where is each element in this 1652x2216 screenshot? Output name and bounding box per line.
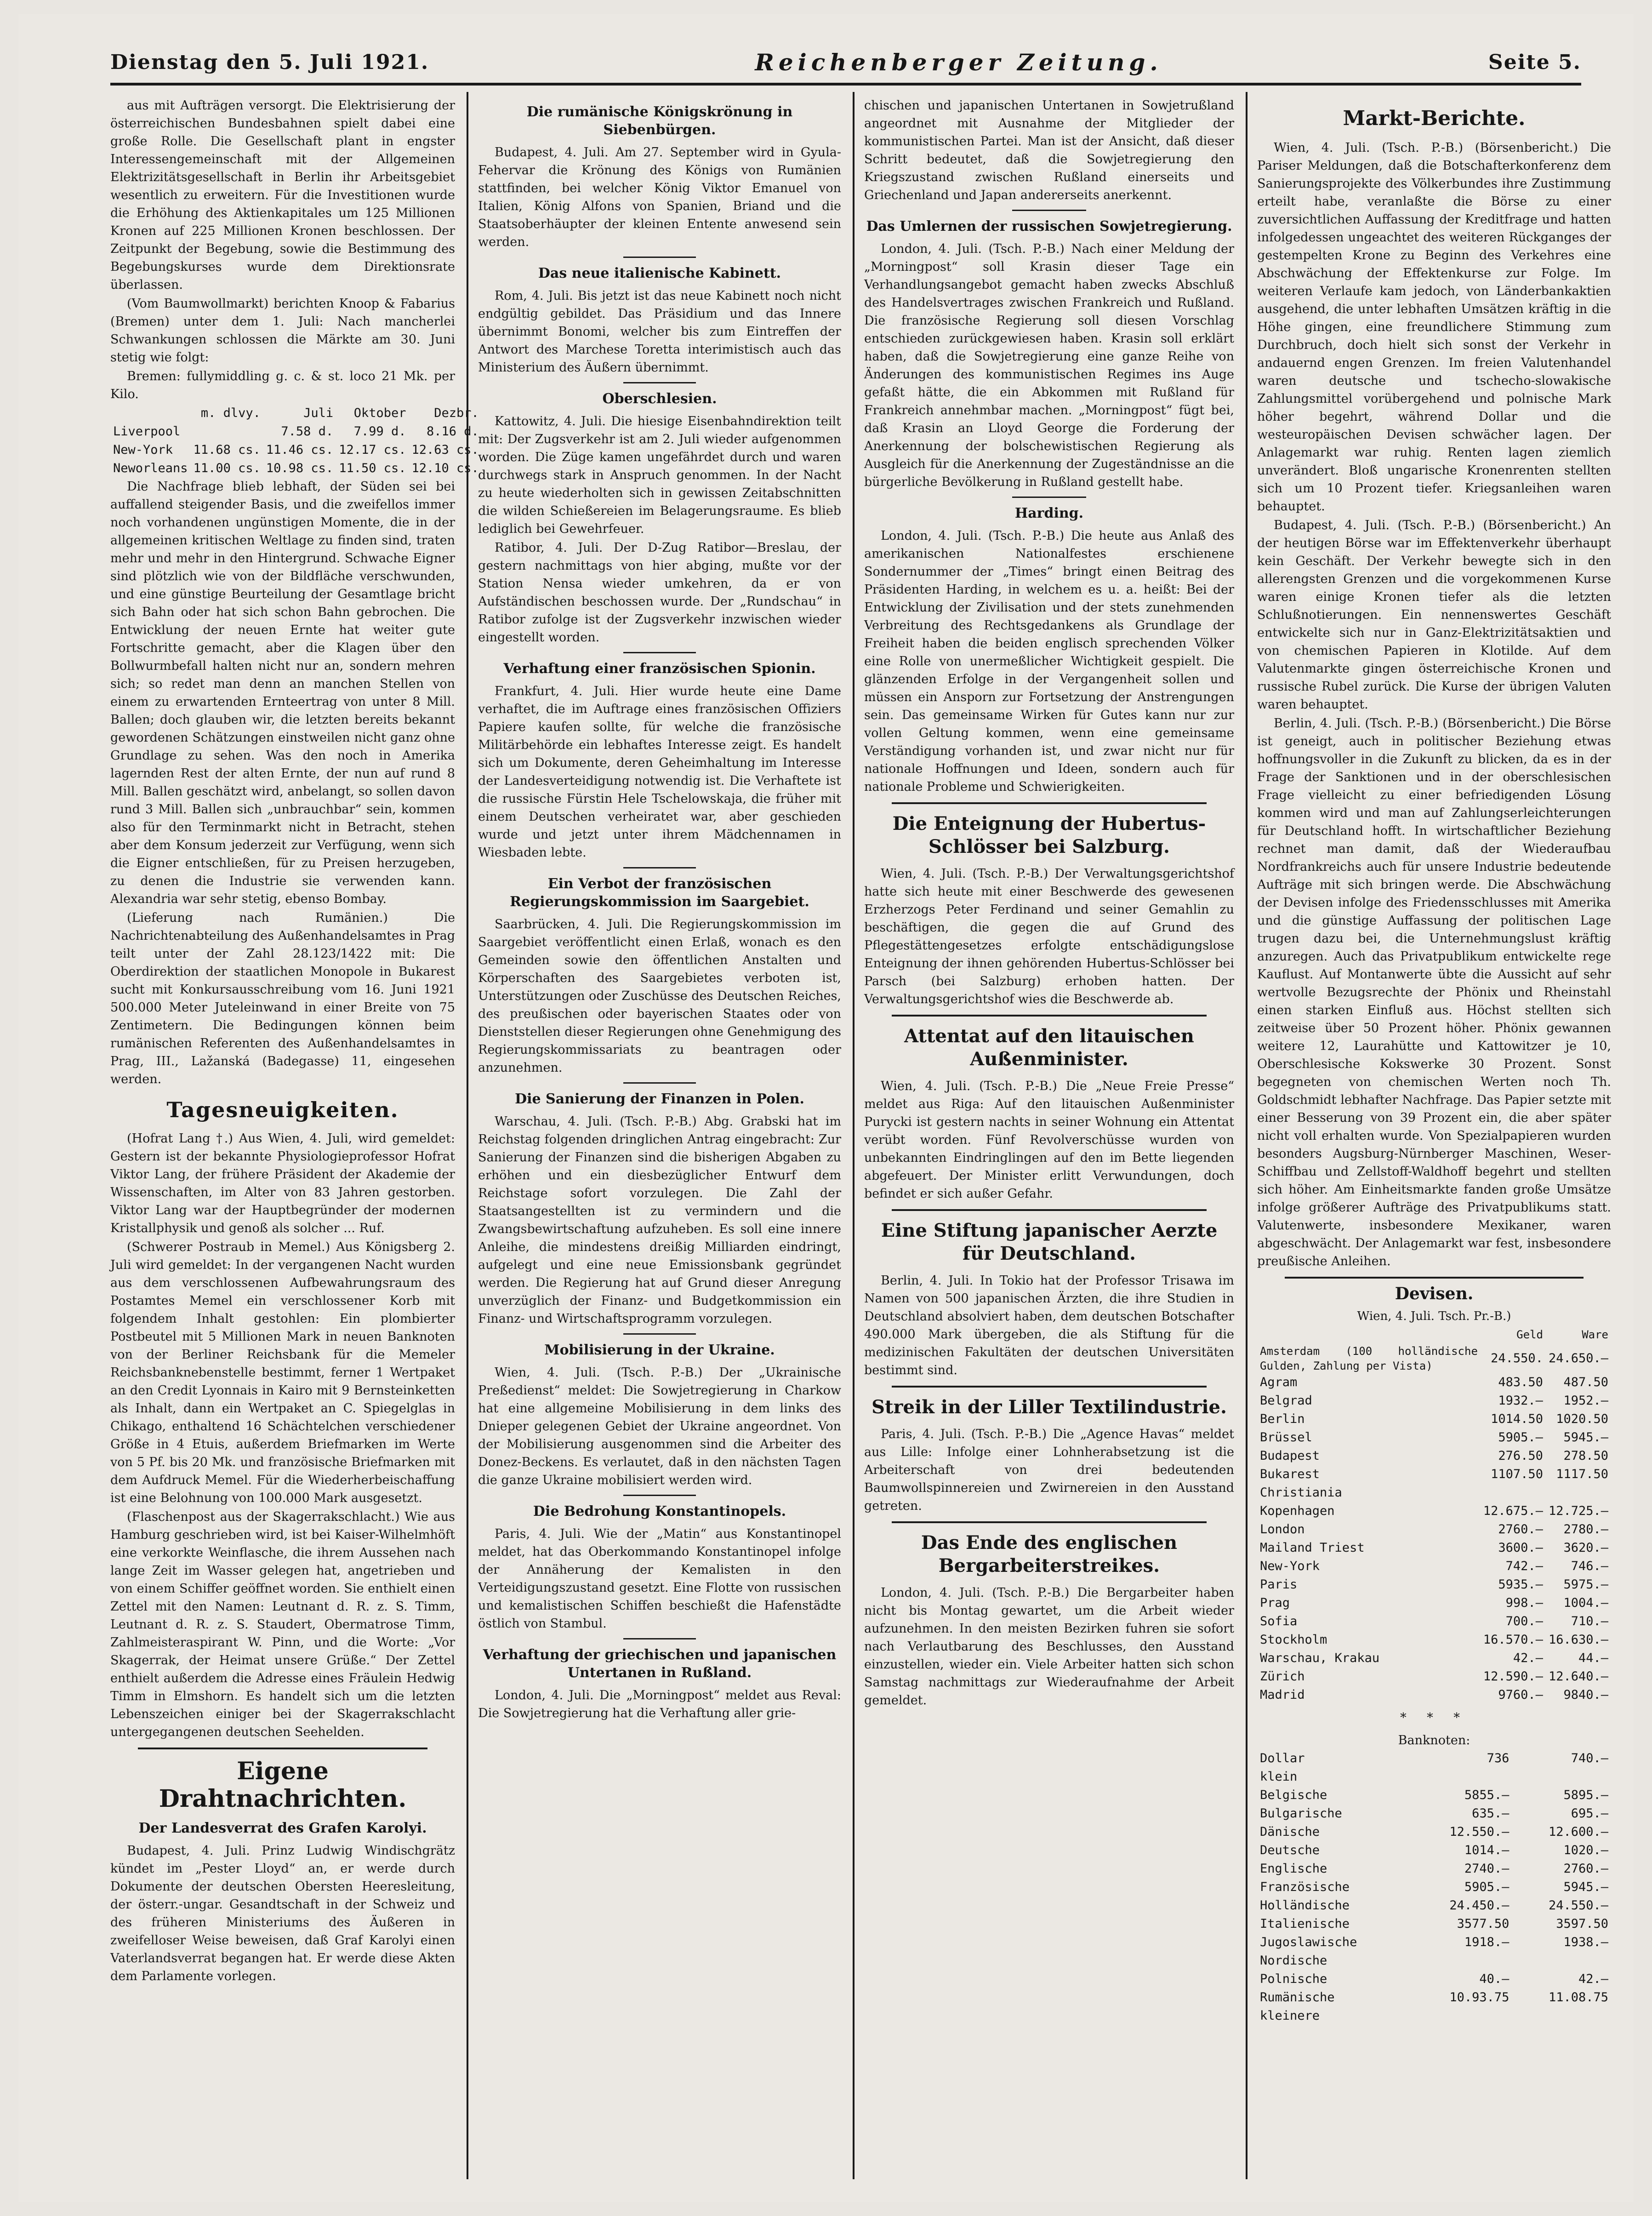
rate-name: Paris	[1260, 1577, 1298, 1592]
rate-name: Brüssel	[1260, 1430, 1312, 1445]
cotton-header-cell: Oktober	[353, 406, 406, 420]
cotton-header-cell: m. dlvy.	[200, 406, 261, 420]
article-text: Budapest, 4. Juli. Prinz Ludwig Windischgrätz kündet im „Pester Lloyd“ an, er werde durch Dokumente der deutschen Obersten Heeresleitung, der österr.-ungar. Gesandtschaft in der Schweiz und des früheren Ministeriums des Äußeren in zweifelloser Weise beweisen, daß Graf Karolyi einen Vaterlandsverrat begangen hat. Er werde diese Akten dem Parlamente vorlegen.	[110, 1844, 455, 1983]
cotton-cell: Liverpool	[113, 424, 181, 439]
rate-name: Belgrad	[1260, 1394, 1312, 1408]
divider	[138, 1748, 427, 1749]
rate-ware: 695.—	[1571, 1806, 1608, 1821]
rate-geld: 1918.—	[1464, 1935, 1510, 1949]
rate-name: Deutsche	[1260, 1843, 1320, 1857]
table-row	[1257, 2007, 1611, 2025]
rate-name: Kopenhagen	[1260, 1504, 1335, 1518]
divider	[892, 1209, 1207, 1211]
article-text: Paris, 4. Juli. (Tsch. P.-B.) Die „Agence Havas“ meldet aus Lille: Infolge einer Lohnherabsetzung ist die Arbeiterschaft von drei bedeutenden Baumwollspinnereien und Zwirnereien in den Ausstand getreten.	[864, 1427, 1234, 1513]
cotton-header-cell: Dezbr.	[434, 406, 479, 420]
article-text: Budapest, 4. Juli. Am 27. September wird in Gyula-Fehervar die Krönung des Königs von Rumänien stattfinden, bei welcher König Viktor Emanuel von Italien, König Alfons von Spanien, Briand und die Staatsoberhäupter der kleinen Entente anwesend sein werden.	[478, 145, 841, 249]
rate-ware: 12.725.—	[1548, 1504, 1608, 1518]
article-text: Berlin, 4. Juli. (Tsch. P.-B.) (Börsenbericht.) Die Börse ist geneigt, auch in politischer Beziehung etwas hoffnungsvoller in die Zukunft zu blicken, da es in der Frage der Sanktionen und in der oberschlesischen Frage vielleicht zu einer befriedigenden Lösung kommen wird und man auf Zahlungserleichterungen für Deutschland hofft. In wirtschaftlicher Beziehung rechnet man damit, daß der Wiederaufbau Nordfrankreichs auch für unsere Industrie bedeutende Aufträge mit sich bringen werde. Die Abschwächung der Devisen infolge des Friedensschlusses mit Amerika und die günstige Auffassung der politischen Lage trugen dazu bei, die Unternehmungslust kräftig anzuregen. Auch das Privatpublikum entwickelte rege Kauflust. Auf Montanwerte übte die Aussicht auf sehr wertvolle Bezugsrechte der Phönix und Rheinstahl einen starken Einfluß aus. Höchst stellten sich zeitweise über 50 Prozent höher. Phönix gewannen weitere 12, Laurahütte und Kattowitzer je 10, Oberschlesische Kokswerke 30 Prozent. Sonst begegneten von chemischen Werten noch Th. Goldschmidt lebhafter Nachfrage. Das Papier setzte mit einer Besserung von 39 Prozent ein, die aber später nicht voll erhalten wurde. Von Spezialpapieren wurden besonders Augsburg-Nürnberger Maschinen, Weser-Schiffbau und Zellstoff-Waldhoff begehrt und stellten sich höher. Am Einheitsmarkte fanden große Umsätze infolge größerer Aufträge des Privatpublikums statt. Valutenwerte, insbesondere Mexikaner, waren abgeschwächt. Der Anlagemarkt war fest, insbesondere preußische Anleihen.	[1257, 716, 1611, 1268]
article-text: (Hofrat Lang †.) Aus Wien, 4. Juli, wird gemeldet: Gestern ist der bekannte Physiologieprofessor Hofrat Viktor Lang, der frühere Präsident der Akademie der Wissenschaften, im Alter von 83 Jahren gestorben. Viktor Lang war der Hauptbegründer der modernen Kristallphysik und genoß als solcher ... Ruf.	[110, 1131, 455, 1235]
rate-ware: 24.550.—	[1548, 1898, 1608, 1913]
rate-ware: 740.—	[1571, 1751, 1608, 1765]
table-row	[1257, 1594, 1611, 1612]
divider	[892, 1521, 1207, 1523]
cotton-cell	[191, 423, 263, 441]
divider	[892, 1015, 1207, 1017]
cotton-cell: 10.98 cs.	[266, 461, 334, 475]
rate-geld: 5905.—	[1464, 1880, 1510, 1894]
cotton-cell: 8.16 d.	[427, 424, 479, 439]
table-row	[1257, 1933, 1611, 1952]
column-4	[1257, 97, 1611, 2175]
rate-ware	[1512, 1952, 1611, 1970]
table-row	[110, 459, 482, 478]
article-heading: Harding.	[1014, 505, 1084, 521]
rate-ware: 2760.—	[1563, 1862, 1608, 1876]
article-text: Berlin, 4. Juli. In Tokio hat der Professor Trisawa im Namen von 500 japanischen Ärzten, die ihre Studien in Deutschland absolviert haben, dem deutschen Botschafter 490.000 Mark übergeben, die als Stiftung für die medizinischen Fakultäten der deutschen Universitäten bestimmt sind.	[864, 1274, 1234, 1377]
table-row	[1257, 1768, 1611, 1786]
table-row	[1257, 1823, 1611, 1841]
article-text: Warschau, 4. Juli. (Tsch. P.-B.) Abg. Grabski hat im Reichstag folgenden dringlichen Antrag eingebracht: Zur Sanierung der Finanzen sind die bisherigen Abgaben zu erhöhen und ein diesbezüglicher Entwurf dem Reichstage sofort vorzulegen. Die Zahl der Staatsangestellten ist zu vermindern und die Zwangsbewirtschaftung aufzuheben. Es soll eine innere Anleihe, die mindestens dreißig Milliarden eindringt, aufgelegt und eine neue Emissionsbank gegründet werden. Die Regierung hat auf Grund dieser Anregung unverzüglich der Finanz- und Budgetkommission ein Finanz- und Wirtschaftsprogramm vorzulegen.	[478, 1114, 841, 1326]
divider	[623, 257, 696, 258]
devisen-table	[1257, 1325, 1611, 1704]
rate-geld: 40.—	[1479, 1972, 1510, 1986]
column-2	[478, 97, 841, 2175]
table-row	[1257, 1557, 1611, 1576]
devisen-name: Amsterdam (100 holländische Gulden, Zahlung per Vista)	[1260, 1345, 1478, 1372]
article-text: Saarbrücken, 4. Juli. Die Regierungskommission im Saargebiet veröffentlicht einen Erlaß, wonach es den Gemeinden sowie den öffentlichen Anstalten und Körperschaften des Saargebietes verboten ist, Unterstützungen oder Zuschüsse des Deutschen Reiches, des preußischen oder bayerischen Staates oder von Dienststellen dieser Regierungen ohne Genehmigung des Regierungskommissariats zu beantragen oder anzunehmen.	[478, 917, 842, 1075]
column-divider	[853, 92, 854, 2179]
rate-ware: 710.—	[1571, 1614, 1608, 1628]
article-heading: Das Ende des englischen Bergarbeiterstreikes.	[921, 1532, 1178, 1576]
rate-geld	[1413, 1952, 1512, 1970]
article-text: Kattowitz, 4. Juli. Die hiesige Eisenbahndirektion teilt mit: Der Zugsverkehr ist am 2. Juli wieder aufgenommen worden. Die Züge kamen ungefährdet durch und waren durchwegs stark in Anspruch genommen. In der Nacht zu heute wiederholten sich in gewissen Zeitabschnitten die wilden Schießereien im Belagerungsraume. Es blieb lediglich bei Gewehrfeuer.	[478, 414, 841, 536]
divider	[623, 1495, 696, 1496]
table-row	[1257, 1520, 1611, 1539]
divider	[1285, 1277, 1584, 1279]
article-text: Frankfurt, 4. Juli. Hier wurde heute eine Dame verhaftet, die im Auftrage eines französischen Offiziers Papiere kaufen sollte, für welche die französische Militärbehörde ein lebhaftes Interesse zeigt. Es handelt sich um Dokumente, deren Geheimhaltung im Interesse der Landesverteidigung notwendig ist. Die Verhaftete ist die russische Fürstin Hele Tschelowskaja, die früher mit einem Deutschen verheiratet war, aber geschieden wurde und jetzt unter ihrem Mädchennamen in Wiesbaden lebte.	[478, 684, 841, 860]
rate-ware	[1512, 2007, 1611, 2025]
divider	[623, 1333, 696, 1335]
rate-geld: 24.450.—	[1449, 1898, 1510, 1913]
rate-geld: 5855.—	[1464, 1788, 1510, 1802]
article-text: London, 4. Juli. (Tsch. P.-B.) Nach einer Meldung der „Morningpost“ soll Krasin dieser Tage ein Verhandlungsangebot gemacht haben zwecks Abschluß des Handelsvertrages zwischen Frankreich und Rußland. Die französische Regierung soll diesen Vorschlag entschieden zurückgewiesen haben. Krasin soll erklärt haben, daß die Sowjetregierung eine ganze Reihe von Änderungen des kommunistischen Regimes ins Auge gefaßt hätte, die ein Abkommen mit Rußland für Frankreich annehmbar machen. „Morningpost“ fügt bei, daß Krasin an Lloyd George die Forderung der Anerkennung der bolschewistischen Regierung als Ausgleich für die Anerkennung der Zugeständnisse an die bürgerliche Bevölkerung in Rußland gestellt habe.	[864, 242, 1234, 489]
article-heading: Die rumänische Königskrönung in Siebenbürgen.	[526, 104, 793, 138]
rate-name: Dollar	[1260, 1751, 1305, 1765]
rate-geld: 483.50	[1498, 1375, 1543, 1389]
cotton-cell: 12.63 cs.	[411, 443, 479, 457]
article-text: Budapest, 4. Juli. (Tsch. P.-B.) (Börsenbericht.) An der heutigen Börse war im Effektenverkehr überhaupt kein Geschäft. Der Verkehr bewegte sich in den allerengsten Grenzen und die vorgekommenen Kurse waren einige Kronen tiefer als die letzten Schlußnotierungen. Ein nennenswertes Geschäft entwickelte sich nur in Ganz-Elektrizitätsaktien und von chemischen Papieren in Klotilde. Auf dem Valutenmarkte gingen österreichische Kronen und russische Rubel zurück. Die Kurse der übrigen Valuten waren behauptet.	[1257, 518, 1611, 712]
ware-header: Ware	[1582, 1328, 1608, 1341]
divider	[892, 1386, 1207, 1388]
article-text: London, 4. Juli. (Tsch. P.-B.) Die heute aus Anlaß des amerikanischen Nationalfestes erschienene Sondernummer der „Times“ bringt einen Beitrag des Präsidenten Harding, in welchem es u. a. heißt: Bei der Entwicklung der Zivilisation und der stets zunehmenden Verbreitung des Rechtsgedankens als Grundlage der Freiheit haben die beiden englisch sprechenden Völker eine Rolle von unermeßlicher Wichtigkeit gespielt. Die glänzenden Erfolge in der Vergangenheit sollen und müssen ein Ansporn zur Fortsetzung der Anstrengungen sein. Das gemeinsame Wirken für Gutes kann nur zur vollen Geltung kommen, wenn eine gemeinsame Verständigung vorhanden ist, und zwar nicht nur für nationale Hoffnungen und Ideen, sondern auch für nationale Probleme und Schwierigkeiten.	[864, 529, 1234, 794]
rate-ware: 12.640.—	[1548, 1669, 1608, 1684]
article-text: London, 4. Juli. Die „Morningpost“ meldet aus Reval: Die Sowjetregierung hat die Verhaftung aller grie-	[478, 1688, 841, 1720]
rate-name: Rumänische	[1260, 1990, 1335, 2005]
rate-name: Nordische	[1260, 1953, 1327, 1968]
rate-name: Warschau, Krakau	[1260, 1651, 1380, 1665]
table-row	[1257, 1786, 1611, 1805]
article-heading: Streik in der Liller Textilindustrie.	[872, 1396, 1227, 1418]
rate-name: London	[1260, 1522, 1305, 1536]
column-divider	[1246, 92, 1248, 2179]
divider	[623, 382, 696, 383]
banknoten-heading: Banknoten:	[1398, 1733, 1470, 1748]
article-text: (Flaschenpost aus der Skagerrakschlacht.) Wie aus Hamburg geschrieben wird, ist bei Kaiser-Wilhelmhöft eine verkorkte Weinflasche, die ihrem Aussehen nach lange Zeit im Wasser gelegen hat, angetrieben und von einem Schiffer geöffnet worden. Sie enthielt einen Zettel mit den Namen: Leutnant d. R. z. S. Timm, Leutnant d. R. z. S. Staudert, Obermatrose Timm, Zahlmeisteraspirant W. Pinn, und die Worte: „Vor Skagerrak, der Heimat unsere Grüße.“ Der Zettel enthielt außerdem die Adresse eines Fräulein Hedwig Timm in Elmshorn. Es handelt sich um die letzten Lebenszeichen einiger bei der Skagerrakschlacht untergegangenen deutschen Seehelden.	[110, 1510, 455, 1739]
article-heading: Oberschlesien.	[602, 391, 717, 407]
rate-name: kleinere	[1260, 2009, 1320, 2023]
article-text: (Lieferung nach Rumänien.) Die Nachrichtenabteilung des Außenhandelsamtes in Prag teilt unter der Zahl 28.123/1422 mit: Die Oberdirektion der staatlichen Monopole in Bukarest sucht mit Konkursausschreibung vom 16. Juni 1921 500.000 Meter Juteleinwand in einer Breite von 75 Zentimetern. Die Bedingungen können beim rumänischen Referenten des Außenhandelsamtes in Prag, III., Lažanská (Badegasse) 11, eingesehen werden.	[110, 911, 455, 1086]
rate-ware: 487.50	[1563, 1375, 1608, 1389]
rate-name: Budapest	[1260, 1449, 1320, 1463]
article-heading: Mobilisierung in der Ukraine.	[544, 1342, 775, 1358]
article-text: London, 4. Juli. (Tsch. P.-B.) Die Bergarbeiter haben nicht bis Montag gewartet, um die Arbeit wieder aufzunehmen. In den meisten Bezirken fuhren sie sofort nach Verlautbarung des Beschlusses, den Ausstand einzustellen, wieder ein. Viele Arbeiter hatten sich schon Samstag nachmittags zur Wiederaufnahme der Arbeit gemeldet.	[864, 1586, 1234, 1708]
article-heading: Die Enteignung der Hubertus-Schlösser bei Salzburg.	[892, 813, 1206, 857]
article-text: Paris, 4. Juli. Wie der „Matin“ aus Konstantinopel meldet, hat das Oberkommando Konstantinopel infolge der Annäherung der Kemalisten in den Verteidigungszustand gesetzt. Eine Flotte von russischen und kemalistischen Schiffen beschießt die Hafenstädte östlich von Stambul.	[478, 1527, 841, 1631]
divider	[1012, 497, 1086, 498]
rate-name: Polnische	[1260, 1972, 1327, 1986]
masthead	[110, 41, 1581, 86]
devisen-ware: 24.650.—	[1548, 1351, 1608, 1365]
article-heading: Der Landesverrat des Grafen Karolyi.	[138, 1820, 427, 1836]
rate-name: Englische	[1260, 1862, 1327, 1876]
article-text: Rom, 4. Juli. Bis jetzt ist das neue Kabinett noch nicht endgültig gebildet. Das Präsidium und das Innere übernimmt Bonomi, welcher bis zum Eintreffen der Antwort des Marchese Toretta interimistisch auch das Ministerium des Äußern übernimmt.	[478, 289, 841, 375]
article-text: Ratibor, 4. Juli. Der D-Zug Ratibor—Breslau, der gestern nachmittags von hier abging, mußte vor der Station Nensa wieder umkehren, da er von Aufständischen beschossen wurde. Der „Rundschau“ in Ratibor zufolge ist der Zugsverkehr inzwischen wieder eingestellt worden.	[478, 541, 841, 645]
table-row	[1257, 1502, 1611, 1520]
rate-geld	[1481, 1484, 1546, 1502]
article-heading: Verhaftung einer französischen Spionin.	[503, 661, 816, 677]
article-text: chischen und japanischen Untertanen in Sowjetrußland angeordnet mit Ausnahme der Mitglieder der kommunistischen Partei. Man ist der Ansicht, daß dieser Schritt bedeutet, daß die Sowjetregierung den Kriegszustand zwischen Rußland einerseits und Griechenland und Japan andererseits anerkennt.	[864, 98, 1234, 202]
article-heading: Eine Stiftung japanischer Aerzte für Deutschland.	[881, 1220, 1218, 1264]
divider	[623, 1082, 696, 1084]
article-heading: Das Umlernen der russischen Sowjetregierung.	[866, 218, 1232, 234]
table-row	[1257, 1612, 1611, 1631]
cotton-header-cell	[110, 404, 191, 423]
article-text: Wien, 4. Juli. (Tsch. P.-B.) (Börsenbericht.) Die Pariser Meldungen, daß die Botschafterkonferenz dem Sanierungsprojekte des Völkerbundes ihre Zustimmung erteilt habe, veranlaßte die Börse zu einer zuversichtlichen Auffassung der Kreditfrage und hatten infolgedessen ungeachtet des weiteren Rückganges der gestempelten Krone zu Beginn des Verkehres eine Abschwächung der Effektenkurse zur Folge. Im weiteren Verlaufe kam jedoch, von Länderbankaktien ausgehend, die unter lebhaften Umsätzen kräftig in die Höhe gingen, eine freundlichere Stimmung zum Durchbruch, doch hielt sich sonst der Verkehr in andauernd engen Grenzen. Im freien Valutenhandel waren deutsche und tschecho-slowakische Zahlungsmittel vorübergehend und polnische Mark höher begehrt, während Dollar und die westeuropäischen Devisen schwächer lagen. Der Anlagemarkt war ruhig. Renten lagen ziemlich unverändert. Bloß ungarische Kronenrenten stellten sich um 10 Prozent tiefer. Kriegsanleihen waren behauptet.	[1257, 141, 1611, 514]
section-heading: Eigene Drahtnachrichten.	[159, 1757, 407, 1813]
rate-ware: 1020.50	[1556, 1412, 1608, 1426]
rate-name: Agram	[1260, 1375, 1298, 1389]
article-text: Wien, 4. Juli. (Tsch. P.-B.) Der „Ukrainische Preßedienst“ meldet: Die Sowjetregierung in Charkow hat eine allgemeine Mobilisierung in dem links des Dnieper gelegenen Gebiet der Ukraine angeordnet. Von der Mobilisierung ausgenommen sind die Arbeiter des Donez-Beckens. Es verlautet, daß in den nächsten Tagen die ganze Ukraine mobilisiert werden wird.	[478, 1365, 841, 1487]
rate-geld: 736	[1487, 1751, 1510, 1765]
rate-name: Stockholm	[1260, 1633, 1327, 1647]
table-row	[1257, 1428, 1611, 1447]
rate-geld: 10.93.75	[1449, 1990, 1510, 2005]
article-heading: Verhaftung der griechischen und japanischen Untertanen in Rußland.	[483, 1647, 837, 1681]
rate-name: Madrid	[1260, 1688, 1305, 1702]
table-row	[1257, 1749, 1611, 1768]
cotton-header-cell: Juli	[303, 406, 334, 420]
rate-geld: 9760.—	[1498, 1688, 1543, 1702]
rate-ware: 2780.—	[1563, 1522, 1608, 1536]
rate-geld: 1932.—	[1498, 1394, 1543, 1408]
table-row	[1257, 1465, 1611, 1484]
table-row	[1257, 1915, 1611, 1933]
rate-name: Bulgarische	[1260, 1806, 1342, 1821]
rate-ware: 5975.—	[1563, 1577, 1608, 1592]
cotton-cell: 12.17 cs.	[339, 443, 406, 457]
rate-name: New-York	[1260, 1559, 1320, 1573]
page-number: Seite 5.	[1488, 50, 1581, 74]
rate-geld: 635.—	[1472, 1806, 1510, 1821]
rate-ware: 3620.—	[1563, 1541, 1608, 1555]
article-text: Wien, 4. Juli. (Tsch. P.-B.) Der Verwaltungsgerichtshof hatte sich heute mit einer Beschwerde des gewesenen Erzherzogs Peter Ferdinand und seiner Gemahlin zu beschäftigen, die gegen die auf Grund des Pflegestättengesetzes erfolgte entschädigungslose Enteignung der ihnen gehörenden Hubertus-Schlösser bei Parsch (bei Salzburg) erhoben hatten. Der Verwaltungsgerichtshof wies die Beschwerde ab.	[864, 867, 1234, 1006]
table-row	[1257, 1896, 1611, 1915]
rate-geld: 276.50	[1498, 1449, 1543, 1463]
rate-ware: 5945.—	[1563, 1430, 1608, 1445]
cotton-cell: 11.50 cs.	[339, 461, 406, 475]
section-heading: Tagesneuigkeiten.	[166, 1097, 399, 1122]
article-text: (Schwerer Postraub in Memel.) Aus Königsberg 2. Juli wird gemeldet: In der vergangenen Nacht wurden aus dem verschlossenen Aufbewahrungsraum des Postamtes Memel ein verschlossener Korb mit folgendem Inhalt gestohlen: Ein plombierter Postbeutel mit 5 Millionen Mark in neuen Banknoten von der Berliner Reichsbank für die Memeler Reichsbanknebenstelle bestimmt, ferner 1 Wertpaket an den Credit Lyonnais in Kairo mit 9 Bernsteinketten als Inhalt, dann ein Wertpaket an C. Spiegelglas in Chikago, enthaltend 16 Schächtelchen verschiedener Größe in 4 Etuis, außerdem Briefmarken im Werte von 5 Pf. bis 20 Mk. und französische Briefmarken mit dem Aufdruck Memel. Für die Wiederherbeischaffung ist eine Belohnung von 100.000 Mark ausgesetzt.	[110, 1240, 455, 1505]
rate-ware	[1546, 1484, 1611, 1502]
divider	[1012, 210, 1086, 211]
table-row	[1257, 1649, 1611, 1668]
rate-ware: 1938.—	[1563, 1935, 1608, 1949]
banknoten-table	[1257, 1749, 1611, 2025]
table-row	[1257, 1860, 1611, 1878]
rate-geld: 16.570.—	[1483, 1633, 1543, 1647]
rate-geld: 1107.50	[1491, 1467, 1543, 1481]
rate-geld: 12.590.—	[1483, 1669, 1543, 1684]
rate-ware: 11.08.75	[1548, 1990, 1608, 2005]
rate-ware: 1020.—	[1563, 1843, 1608, 1857]
column-1	[110, 97, 479, 2175]
rate-geld: 2760.—	[1498, 1522, 1543, 1536]
rate-ware: 1117.50	[1556, 1467, 1608, 1481]
article-heading: Die Sanierung der Finanzen in Polen.	[515, 1091, 804, 1107]
table-row	[1257, 1392, 1611, 1410]
rate-geld: 3600.—	[1498, 1541, 1543, 1555]
column-3	[864, 97, 1234, 2175]
rate-ware: 1004.—	[1563, 1596, 1608, 1610]
rate-geld	[1413, 1768, 1512, 1786]
divider	[892, 802, 1207, 804]
table-row	[1257, 1484, 1611, 1502]
article-text: (Vom Baumwollmarkt) berichten Knoop & Fabarius (Bremen) unter dem 1. Juli: Nach mancherlei Schwankungen schlossen die Märkte am 30. Juni stetig wie folgt:	[110, 297, 455, 365]
cotton-cell: 12.10 cs.	[411, 461, 479, 475]
rate-ware: 5895.—	[1563, 1788, 1608, 1802]
rate-geld	[1413, 2007, 1512, 2025]
table-row	[1257, 1344, 1611, 1373]
rate-ware: 42.—	[1578, 1972, 1608, 1986]
table-row	[1257, 1447, 1611, 1465]
rate-name: Christiania	[1260, 1485, 1342, 1500]
rate-name: Belgische	[1260, 1788, 1327, 1802]
rate-name: Italienische	[1260, 1917, 1350, 1931]
rate-ware: 9840.—	[1563, 1688, 1608, 1702]
issue-date: Dienstag den 5. Juli 1921.	[110, 50, 429, 74]
cotton-table	[110, 404, 482, 478]
divider	[623, 1638, 696, 1639]
table-row	[1257, 1668, 1611, 1686]
rate-geld: 5905.—	[1498, 1430, 1543, 1445]
rate-ware: 1952.—	[1563, 1394, 1608, 1408]
rate-geld: 42.—	[1513, 1651, 1543, 1665]
article-text: Bremen: fullymiddling g. c. & st. loco 21 Mk. per Kilo.	[110, 369, 455, 401]
cotton-cell: New-York	[113, 443, 173, 457]
rate-ware	[1512, 1768, 1611, 1786]
rate-ware: 3597.50	[1556, 1917, 1608, 1931]
article-text: Die Nachfrage blieb lebhaft, der Süden sei bei auffallend steigender Basis, und die zweifellos immer noch vorhandenen ungünstigen Momente, die in der allgemeinen kritischen Weltlage zu finden sind, traten mehr und mehr in den Hintergrund. Schwache Eigner sind plötzlich wie von der Bildfläche verschwunden, und eine günstige Beurteilung der Gesamtlage bricht sich Bahn oder hat sich schon Bahn gebrochen. Die Entwicklung der neuen Ernte hat weiter gute Fortschritte gemacht, aber die Klagen über den Bollwurmbefall halten nicht nur an, sondern mehren sich; so redet man denn an manchen Stellen von einem zu erwartenden Ernteertrag von unter 8 Mill. Ballen; doch glauben wir, die letzten bereits bekannt gewordenen Schätzungen einstweilen nicht ganz ohne Grundlage zu sehen. Was den noch in Amerika lagernden Rest der alten Ernte, der nun auf rund 8 Mill. Ballen geschätzt wird, anbelangt, so sollen davon rund 3 Mill. Ballen sich „unbrauchbar“ sein, kommen also für den Terminmarkt nicht in Betracht, stehen aber dem Konsum jederzeit zur Verfügung, wenn sich die Eigner entschließen, für zu Preisen herzugeben, zu denen die Industrie sie verwenden kann. Alexandria war sehr stetig, ebenso Bombay.	[110, 480, 455, 906]
devisen-subheading: Wien, 4. Juli. Tsch. Pr.-B.)	[1357, 1309, 1511, 1323]
rate-ware: 44.—	[1578, 1651, 1608, 1665]
table-row	[1257, 1841, 1611, 1860]
rate-name: klein	[1260, 1770, 1298, 1784]
table-row	[1257, 1970, 1611, 1988]
table-row	[1257, 1686, 1611, 1704]
article-heading: Ein Verbot der französischen Regierungskommission im Saargebiet.	[510, 876, 809, 910]
rate-geld: 998.—	[1505, 1596, 1543, 1610]
rate-geld: 5935.—	[1498, 1577, 1543, 1592]
newspaper-title: Reichenberger Zeitung.	[755, 48, 1162, 76]
table-row	[1257, 1576, 1611, 1594]
rate-geld: 1014.50	[1491, 1412, 1543, 1426]
separator-stars: * * *	[1400, 1711, 1468, 1725]
table-row	[1257, 1952, 1611, 1970]
rate-name: Holländische	[1260, 1898, 1350, 1913]
table-row	[1257, 1373, 1611, 1392]
cotton-cell: 7.58 d.	[281, 424, 334, 439]
section-heading: Markt-Berichte.	[1343, 107, 1526, 130]
cotton-cell: 11.68 cs.	[193, 443, 261, 457]
table-row	[1257, 1878, 1611, 1896]
newspaper-page	[18, 14, 1634, 2202]
devisen-geld: 24.550.	[1491, 1351, 1543, 1365]
article-text: Wien, 4. Juli. (Tsch. P.-B.) Die „Neue Freie Presse“ meldet aus Riga: Auf den litauischen Außenminister Puryckі ist gestern nachts in seiner Wohnung ein Attentat verübt worden. Fünf Revolverschüsse wurden von unbekannten Eindringlingen auf den im Bette liegenden abgefeuert. Der Minister erlitt Verwundungen, doch befindet er sich außer Gefahr.	[864, 1079, 1234, 1201]
rate-geld: 1014.—	[1464, 1843, 1510, 1857]
rate-geld: 2740.—	[1464, 1862, 1510, 1876]
table-row	[1257, 1631, 1611, 1649]
rate-geld: 3577.50	[1457, 1917, 1510, 1931]
article-heading: Das neue italienische Kabinett.	[538, 265, 781, 281]
rate-name: Zürich	[1260, 1669, 1305, 1684]
rate-ware: 5945.—	[1563, 1880, 1608, 1894]
table-row	[1257, 1539, 1611, 1557]
table-row	[110, 423, 482, 441]
rate-geld: 12.675.—	[1483, 1504, 1543, 1518]
cotton-cell: 11.46 cs.	[266, 443, 334, 457]
cotton-cell: 7.99 d.	[353, 424, 406, 439]
rate-name: Berlin	[1260, 1412, 1305, 1426]
divider	[623, 867, 696, 868]
rate-name: Prag	[1260, 1596, 1290, 1610]
table-row	[1257, 1410, 1611, 1428]
rate-geld: 742.—	[1505, 1559, 1543, 1573]
geld-header: Geld	[1516, 1328, 1543, 1341]
rate-name: Jugoslawische	[1260, 1935, 1357, 1949]
rate-ware: 12.600.—	[1548, 1825, 1608, 1839]
table-row	[1257, 1988, 1611, 2007]
rate-name: Französische	[1260, 1880, 1350, 1894]
rate-geld: 12.550.—	[1449, 1825, 1510, 1839]
rate-ware: 278.50	[1563, 1449, 1608, 1463]
rate-ware: 16.630.—	[1548, 1633, 1608, 1647]
rate-geld: 700.—	[1505, 1614, 1543, 1628]
article-heading: Die Bedrohung Konstantinopels.	[533, 1503, 786, 1519]
article-heading: Attentat auf den litauischen Außenminister.	[904, 1025, 1194, 1070]
section-heading: Devisen.	[1395, 1284, 1474, 1303]
table-row	[1257, 1805, 1611, 1823]
article-text: aus mit Aufträgen versorgt. Die Elektrisierung der österreichischen Bundesbahnen spielt dabei eine große Rolle. Die Gesellschaft plant in engster Interessengemeinschaft mit der Allgemeinen Elektrizitätsgesellschaft in Berlin ihr Arbeitsgebiet wesentlich zu erweitern. Für die Investitionen wurde die Erhöhung des Aktienkapitales um 125 Millionen Kronen auf 225 Millionen Kronen beschlossen. Der Zeitpunkt der Begebung, sowie die Bestimmung des Begebungskurses wurde dem Direktionsrate überlassen.	[110, 98, 455, 292]
rate-ware: 746.—	[1571, 1559, 1608, 1573]
divider	[623, 652, 696, 653]
cotton-cell: Neworleans	[113, 461, 188, 475]
rate-name: Mailand Triest	[1260, 1541, 1365, 1555]
rate-name: Bukarest	[1260, 1467, 1320, 1481]
cotton-cell: 11.00 cs.	[193, 461, 261, 475]
table-row	[110, 441, 482, 459]
rate-name: Sofia	[1260, 1614, 1298, 1628]
rate-name: Dänische	[1260, 1825, 1320, 1839]
